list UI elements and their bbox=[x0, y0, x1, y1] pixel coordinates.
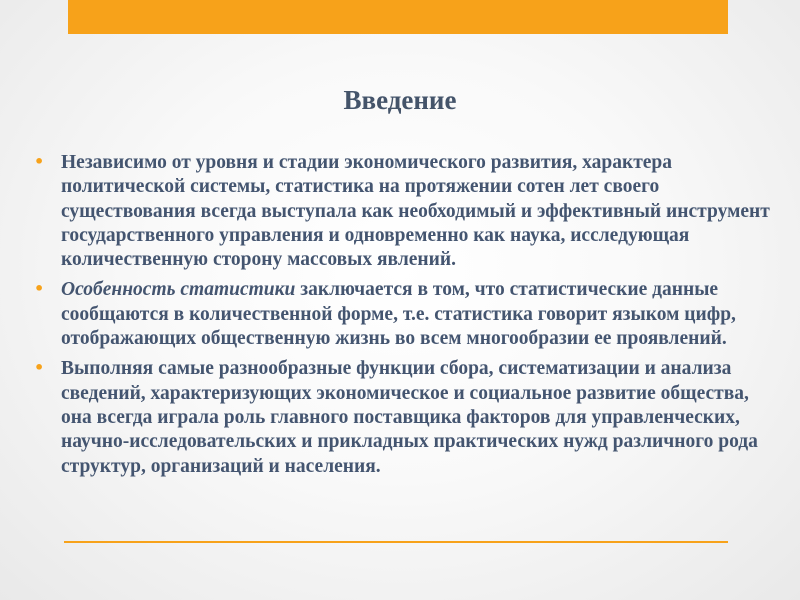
top-accent-banner bbox=[68, 0, 728, 34]
bullet-text: Выполняя самые разнообразные функции сбора, систематизации и анализа сведений, характеризующих экономическое и социальное развитие общества, она всегда играла роль главного поставщика факторов для управленческих, научно-исследовательских и прикладных практических нужд различного рода структур, организаций и населения. bbox=[61, 358, 758, 477]
slide-title: Введение bbox=[343, 85, 457, 115]
bullet-item-1 bbox=[34, 151, 774, 272]
bullet-text: заключается в том, что статистические данные сообщаются в количественной форме, т.е. статистика говорит языком цифр, отображающих общественную жизнь во всем многообразии ее проявлений. bbox=[61, 279, 736, 350]
bottom-accent-line bbox=[64, 541, 728, 543]
bullet-icon: • bbox=[34, 279, 45, 299]
bullet-emphasis-text: Особенность статистики bbox=[61, 279, 296, 301]
bullet-icon: • bbox=[34, 152, 45, 171]
bullet-text: Независимо от уровня и стадии экономического развития, характера политической системы, статистика на протяжении сотен лет своего существования всегда выступала как необходимый и эффективный инструмент государственного управления и одновременно как наука, исследующая количественную сторону массовых явлений. bbox=[61, 152, 770, 271]
bullet-item-2 bbox=[34, 278, 774, 351]
bullet-list bbox=[34, 151, 774, 485]
bullet-icon: • bbox=[34, 358, 45, 378]
bullet-item-3 bbox=[34, 357, 774, 478]
